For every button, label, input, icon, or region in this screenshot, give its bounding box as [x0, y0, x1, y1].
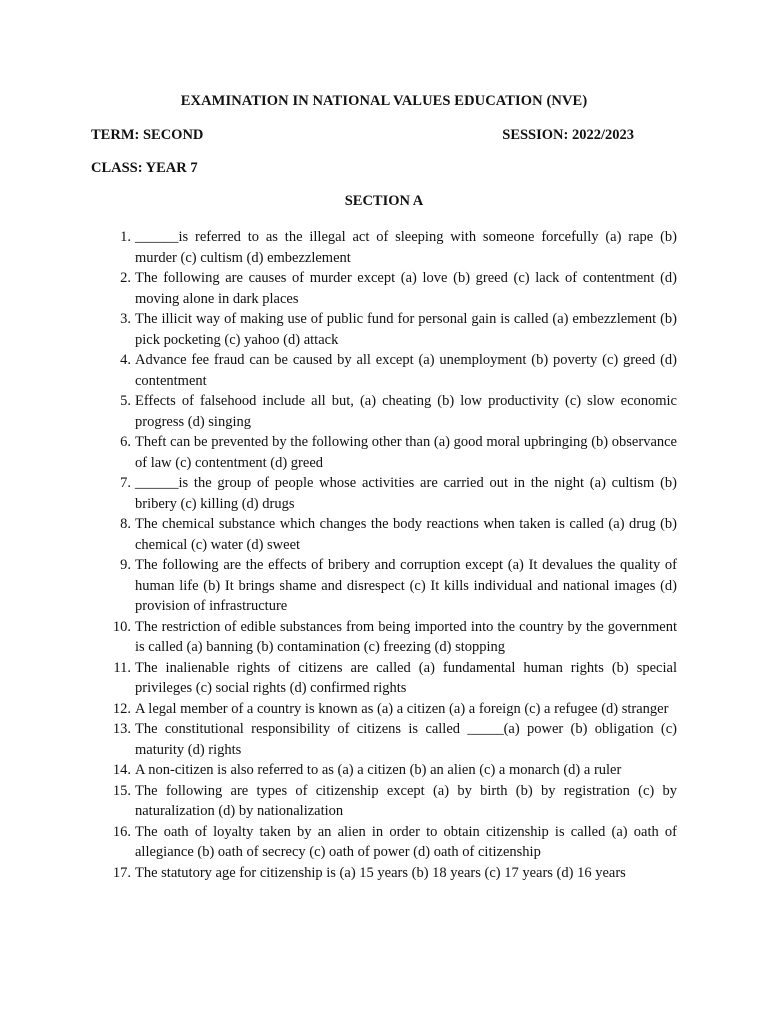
question-text: ______is the group of people whose activities are carried out in the night (a) cultism (b) bribery (c) killing (d) drugs	[135, 475, 677, 512]
question-item	[0, 391, 677, 432]
term-session-row	[91, 127, 634, 144]
question-number: 17.	[112, 864, 131, 881]
question-text: The inalienable rights of citizens are called (a) fundamental human rights (b) special privileges (c) social rights (d) confirmed rights	[135, 659, 677, 696]
question-item	[0, 863, 677, 884]
section-heading: SECTION A	[344, 193, 424, 209]
question-text: The restriction of edible substances from being imported into the country by the government is called (a) banning (b) contamination (c) freezing (d) stopping	[135, 618, 677, 655]
exam-title: EXAMINATION IN NATIONAL VALUES EDUCATION (NVE)	[180, 93, 588, 109]
term-label: TERM: SECOND	[91, 127, 204, 143]
session-label: SESSION: 2022/2023	[502, 127, 634, 143]
class-label: CLASS: YEAR 7	[91, 160, 198, 176]
question-number: 13.	[112, 721, 131, 737]
question-number: 1.	[120, 229, 131, 245]
question-number: 8.	[120, 516, 131, 532]
question-item	[0, 350, 677, 391]
question-item	[0, 309, 677, 350]
question-number: 16.	[112, 823, 131, 840]
question-number: 5.	[120, 393, 131, 409]
question-number: 12.	[112, 700, 131, 717]
question-item	[0, 473, 677, 514]
question-number: 15.	[112, 782, 131, 799]
class-row	[91, 160, 634, 177]
question-number: 3.	[120, 311, 131, 327]
question-text: The oath of loyalty taken by an alien in order to obtain citizenship is called (a) oath of allegiance (b) oath of secrecy (c) oath of power (d) oath of citizenship	[135, 823, 677, 860]
question-number: 7.	[120, 475, 131, 491]
question-text: The following are causes of murder except (a) love (b) greed (c) lack of contentment (d) moving alone in dark places	[135, 270, 677, 307]
question-text: A legal member of a country is known as (a) a citizen (a) a foreign (c) a refugee (d) stranger	[135, 700, 669, 717]
question-text: The illicit way of making use of public fund for personal gain is called (a) embezzlement (b) pick pocketing (c) yahoo (d) attack	[135, 311, 677, 348]
question-item	[0, 227, 677, 268]
question-number: 4.	[120, 352, 131, 368]
question-item	[0, 658, 677, 699]
question-item	[0, 822, 677, 863]
question-text: A non-citizen is also referred to as (a) a citizen (b) an alien (c) a monarch (d) a ruler	[135, 762, 622, 778]
question-text: The chemical substance which changes the body reactions when taken is called (a) drug (b) chemical (c) water (d) sweet	[135, 516, 677, 553]
question-item	[0, 760, 677, 781]
question-item	[0, 617, 677, 658]
question-text: The following are types of citizenship except (a) by birth (b) by registration (c) by naturalization (d) by nationalization	[135, 782, 677, 819]
question-text: ______is referred to as the illegal act of sleeping with someone forcefully (a) rape (b) murder (c) cultism (d) embezzlement	[135, 229, 677, 266]
question-item	[0, 514, 677, 555]
question-text: Theft can be prevented by the following other than (a) good moral upbringing (b) observance of law (c) contentment (d) greed	[135, 434, 677, 471]
question-text: The following are the effects of bribery and corruption except (a) It devalues the quality of human life (b) It brings shame and disrespect (c) It kills individual and national images (d) provision of infrastructure	[135, 557, 677, 614]
question-number: 11.	[113, 659, 131, 676]
question-item	[0, 699, 677, 720]
question-item	[0, 432, 677, 473]
question-text: Advance fee fraud can be caused by all except (a) unemployment (b) poverty (c) greed (d) contentment	[135, 352, 677, 389]
question-number: 9.	[120, 557, 131, 573]
question-text: Effects of falsehood include all but, (a) cheating (b) low productivity (c) slow economic progress (d) singing	[135, 393, 677, 430]
question-item	[0, 719, 677, 760]
question-text: The statutory age for citizenship is (a) 15 years (b) 18 years (c) 17 years (d) 16 years	[135, 864, 626, 881]
question-item	[0, 781, 677, 822]
question-text: The constitutional responsibility of citizens is called _____(a) power (b) obligation (c) maturity (d) rights	[135, 721, 677, 758]
question-number: 2.	[120, 270, 131, 286]
question-list	[0, 227, 768, 883]
question-number: 10.	[112, 618, 131, 635]
question-item	[0, 268, 677, 309]
question-number: 14.	[112, 762, 131, 778]
question-item	[0, 555, 677, 617]
question-number: 6.	[120, 434, 131, 450]
